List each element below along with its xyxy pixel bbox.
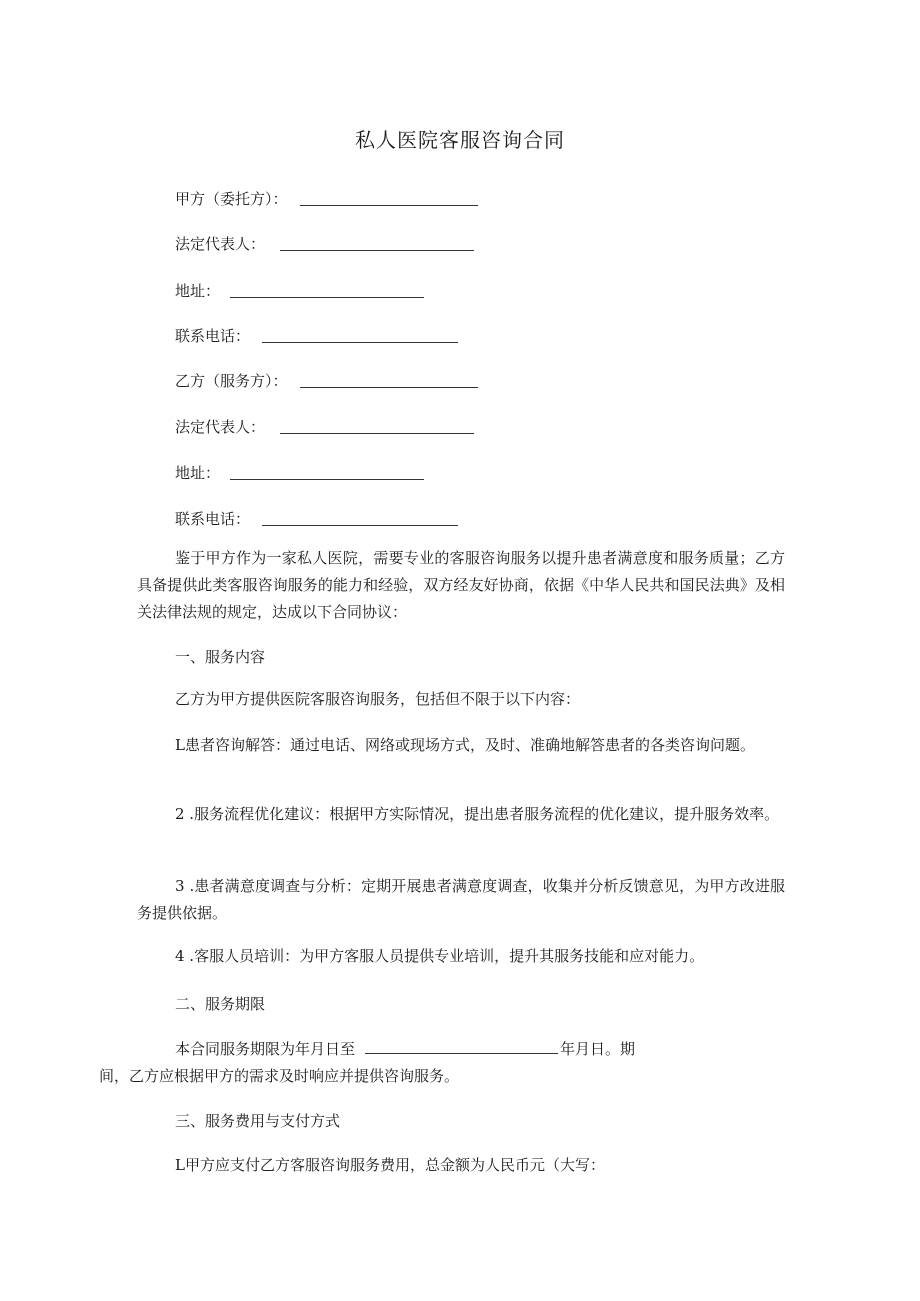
party-b-phone-blank[interactable] (262, 524, 458, 526)
party-a-rep-blank[interactable] (280, 249, 474, 251)
party-a-field (175, 188, 478, 209)
party-b-address-label: 地址： (175, 464, 221, 482)
party-b-blank[interactable] (300, 386, 478, 388)
preamble-paragraph: 鉴于甲方作为一家私人医院，需要专业的客服咨询服务以提升患者满意度和服务质量；乙方具备提供此类客服咨询服务的能力和经验，双方经友好协商，依据《中华人民共和国民法典》及相关法律法规的规定，达成以下合同协议： (137, 549, 785, 621)
party-a-address-label: 地址： (175, 282, 221, 300)
section3-heading: 三、服务费用与支付方式 (175, 1112, 341, 1130)
section1-item2: 2 .服务流程优化建议：根据甲方实际情况，提出患者服务流程的优化建议，提升服务效率。 (175, 805, 780, 823)
party-b-rep-blank[interactable] (280, 432, 474, 434)
section1-heading: 一、服务内容 (175, 648, 266, 666)
party-a-label: 甲方（委托方）： (175, 190, 288, 208)
party-b-address-field (175, 462, 424, 483)
section1-item4: 4 .客服人员培训：为甲方客服人员提供专业培训，提升其服务技能和应对能力。 (175, 947, 705, 965)
party-a-phone-blank[interactable] (262, 341, 458, 343)
party-b-field (175, 370, 478, 391)
party-b-rep-field (175, 416, 474, 437)
party-b-phone-field (175, 508, 458, 529)
section3-item1: L甲方应支付乙方客服咨询服务费用，总金额为人民币元（大写： (175, 1156, 605, 1174)
party-a-phone-field (175, 325, 458, 346)
term-end-date-blank[interactable] (365, 1039, 558, 1054)
section1-item3: 3 .患者满意度调查与分析：定期开展患者满意度调查，收集并分析反馈意见，为甲方改进服务提供依据。 (137, 877, 785, 922)
party-a-rep-field (175, 233, 474, 254)
section2-text-after: 年月日。期 (560, 1040, 636, 1058)
party-a-phone-label: 联系电话： (175, 327, 251, 345)
party-a-address-field (175, 280, 424, 301)
party-b-label: 乙方（服务方）： (175, 372, 288, 390)
party-a-rep-label: 法定代表人： (175, 235, 266, 253)
section2-term-paragraph (99, 1036, 785, 1090)
party-a-blank[interactable] (300, 204, 478, 206)
section1-intro: 乙方为甲方提供医院客服咨询服务，包括但不限于以下内容： (175, 690, 581, 708)
party-b-rep-label: 法定代表人： (175, 418, 266, 436)
party-b-phone-label: 联系电话： (175, 510, 251, 528)
section2-text-before: 本合同服务期限为年月日至 (175, 1040, 356, 1058)
document-title: 私人医院客服咨询合同 (355, 128, 565, 152)
section2-heading: 二、服务期限 (175, 995, 266, 1013)
section1-item1: L患者咨询解答：通过电话、网络或现场方式，及时、准确地解答患者的各类咨询问题。 (175, 736, 755, 754)
section2-text-line2: 间，乙方应根据甲方的需求及时响应并提供咨询服务。 (99, 1067, 460, 1085)
party-b-address-blank[interactable] (230, 478, 424, 480)
party-a-address-blank[interactable] (230, 296, 424, 298)
